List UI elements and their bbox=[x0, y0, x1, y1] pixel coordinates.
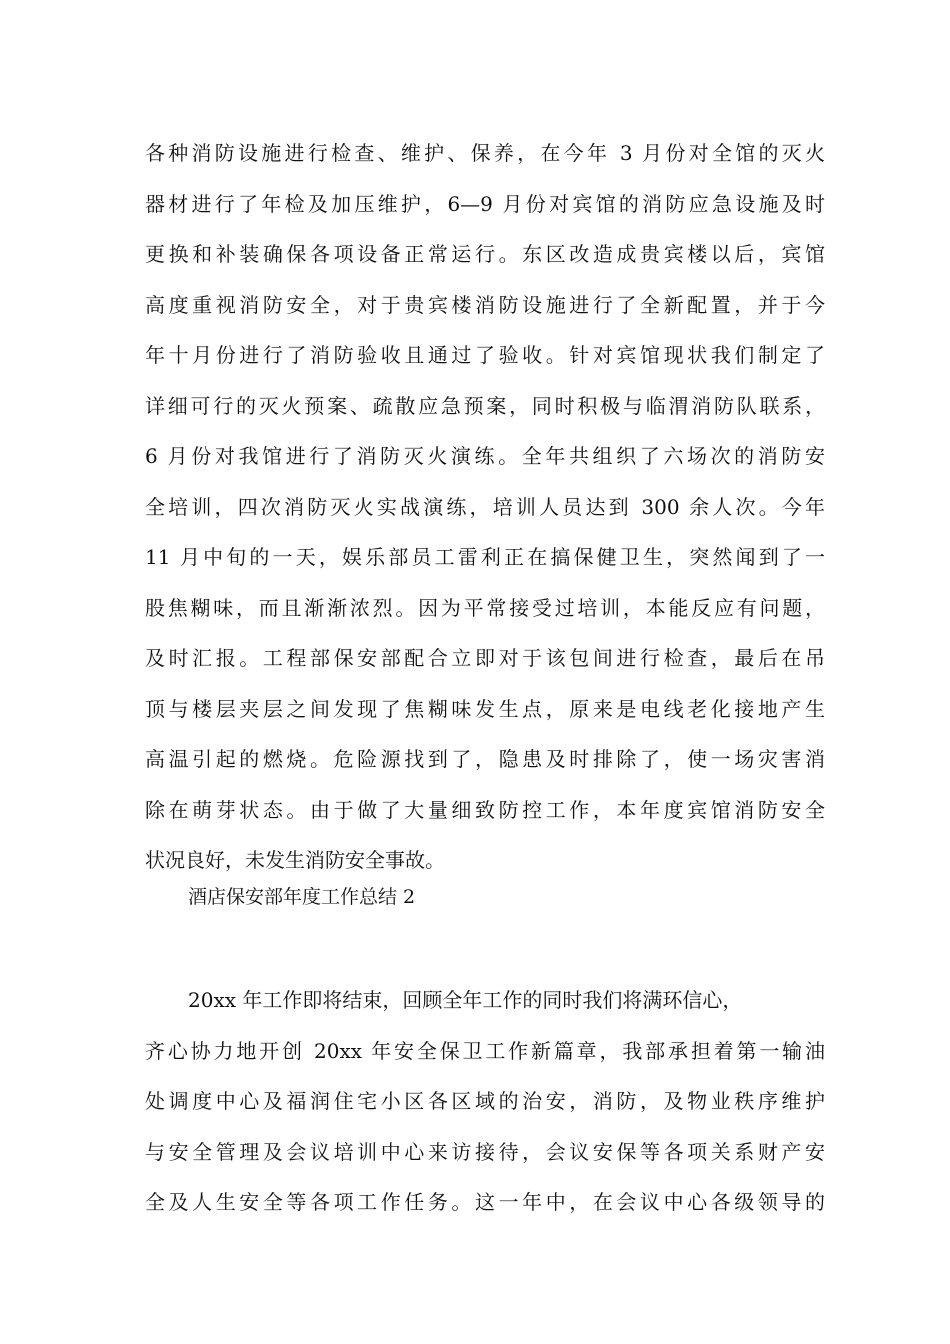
paragraph-line: 齐心协力地开创 20xx 年安全保卫工作新篇章，我部承担着第一输油 bbox=[145, 1038, 825, 1063]
body-paragraph-1 bbox=[145, 128, 825, 886]
paragraph-line: 全及人生安全等各项工作任务。这一年中，在会议中心各级领导的 bbox=[145, 1190, 825, 1214]
body-paragraph-2 bbox=[145, 975, 825, 1228]
section-heading: 酒店保安部年度工作总结 2 bbox=[188, 886, 416, 908]
paragraph-line: 高温引起的燃烧。危险源找到了，隐患及时排除了，使一场灾害消 bbox=[145, 747, 825, 771]
paragraph-line: 器材进行了年检及加压维护，6—9 月份对宾馆的消防应急设施及时 bbox=[145, 191, 825, 216]
paragraph-line: 高度重视消防安全，对于贵宾楼消防设施进行了全新配置，并于今 bbox=[145, 292, 825, 317]
paragraph-line: 与安全管理及会议培训中心来访接待，会议安保等各项关系财产安 bbox=[145, 1139, 825, 1164]
paragraph-line: 20xx 年工作即将结束，回顾全年工作的同时我们将满环信心， bbox=[188, 988, 743, 1012]
paragraph-line: 除在萌芽状态。由于做了大量细致防控工作，本年度宾馆消防安全 bbox=[145, 797, 825, 822]
paragraph-line: 及时汇报。工程部保安部配合立即对于该包间进行检查，最后在吊 bbox=[145, 646, 825, 670]
paragraph-line: 状况良好，未发生消防安全事故。 bbox=[145, 848, 445, 872]
paragraph-line: 全培训，四次消防灭火实战演练，培训人员达到 300 余人次。今年 bbox=[145, 494, 825, 519]
paragraph-line: 年十月份进行了消防验收且通过了验收。针对宾馆现状我们制定了 bbox=[145, 343, 825, 367]
paragraph-line: 详细可行的灭火预案、疏散应急预案，同时积极与临渭消防队联系， bbox=[145, 393, 825, 418]
paragraph-line: 6 月份对我馆进行了消防灭火演练。全年共组织了六场次的消防安 bbox=[145, 444, 825, 468]
paragraph-line: 各种消防设施进行检查、维护、保养，在今年 3 月份对全馆的灭火 bbox=[145, 141, 825, 165]
paragraph-line: 更换和补装确保各项设备正常运行。东区改造成贵宾楼以后，宾馆 bbox=[145, 242, 825, 266]
paragraph-line: 顶与楼层夹层之间发现了焦糊味发生点，原来是电线老化接地产生 bbox=[145, 696, 825, 721]
paragraph-line: 11 月中旬的一天，娱乐部员工雷利正在搞保健卫生，突然闻到了一 bbox=[145, 545, 825, 569]
paragraph-line: 股焦糊味，而且渐渐浓烈。因为平常接受过培训，本能反应有问题， bbox=[145, 595, 825, 620]
paragraph-line: 处调度中心及福润住宅小区各区域的治安，消防，及物业秩序维护 bbox=[145, 1089, 825, 1113]
